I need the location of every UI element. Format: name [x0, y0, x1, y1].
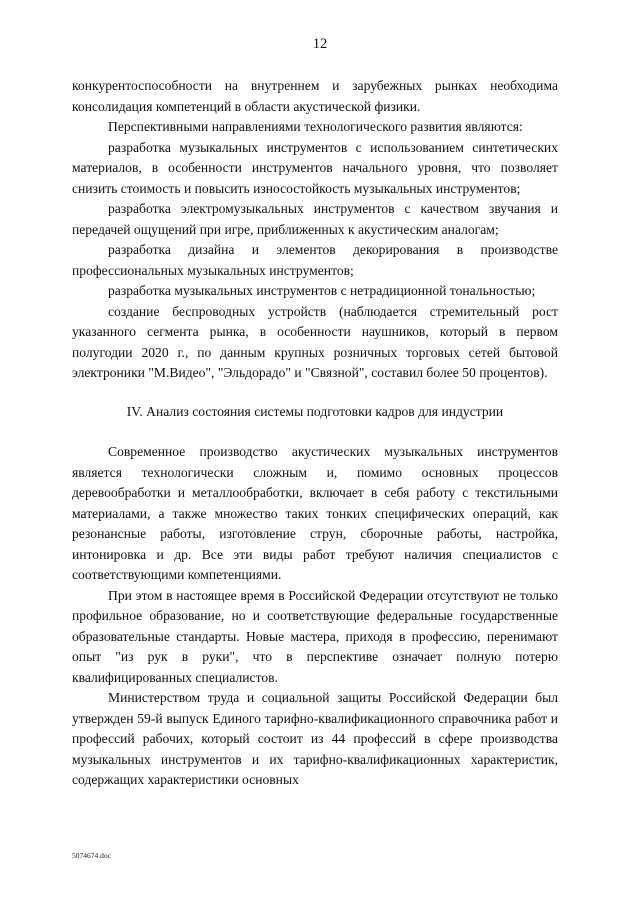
list-item-electromusical: разработка электромузыкальных инструментов с качеством звучания и передачей ощущений при игре, приближенных к акустическим аналогам; — [72, 201, 558, 237]
list-item-synthetic-materials: разработка музыкальных инструментов с использованием синтетических материалов, в особенности инструментов начального уровня, что позволяет снизить стоимость и повысить износостойкость музыкальных инструментов; — [72, 139, 558, 196]
list-item-wireless: создание беспроводных устройств (наблюдается стремительный рост указанного сегмента рынка, в особенности наушников, который в первом полугодии 2020 г., по данным крупных розничных торговых сетей бытовой электроники "М.Видео", "Эльдорадо" и "Связной", составил более 50 процентов). — [72, 303, 558, 380]
footer-filename: 5074674.doc — [72, 851, 111, 860]
list-item-nontraditional: разработка музыкальных инструментов с нетрадиционной тональностью; — [108, 283, 536, 298]
paragraph-directions-intro: Перспективными направлениями технологического развития являются: — [108, 119, 523, 134]
document-body — [72, 76, 558, 791]
paragraph-continuation: конкурентоспособности на внутреннем и зарубежных рынках необходима консолидация компетенций в области акустической физики. — [72, 78, 558, 114]
page-number: 12 — [312, 36, 328, 52]
list-item-design: разработка дизайна и элементов декорирования в производстве профессиональных музыкальных инструментов; — [72, 242, 558, 278]
paragraph-production: Современное производство акустических музыкальных инструментов является технологически сложным и, помимо основных процессов деревообработки и металлообработки, включает в себя работу с текстильными материалами, а также множество таких тонких специфических операций, как резонансные работы, изготовление струн, сборочные работы, настройка, интонировка и др. Все эти виды работ требуют наличия специалистов с соответствующими компетенциями. — [72, 444, 558, 582]
section-heading: IV. Анализ состояния системы подготовки кадров для индустрии — [126, 403, 504, 419]
paragraph-education: При этом в настоящее время в Российской Федерации отсутствуют не только профильное образование, но и соответствующие федеральные государственные образовательные стандарты. Новые мастера, приходя в профессию, перенимают опыт "из рук в руки", что в перспективе означает полную потерю квалифицированных специалистов. — [72, 587, 558, 685]
paragraph-ministry: Министерством труда и социальной защиты Российской Федерации был утвержден 59-й выпуск Единого тарифно-квалификационного справочника работ и профессий рабочих, который состоит из 44 профессий в сфере производства музыкальных инструментов и их тарифно-квалификационных характеристик, содержащих характеристики основных — [72, 690, 558, 787]
